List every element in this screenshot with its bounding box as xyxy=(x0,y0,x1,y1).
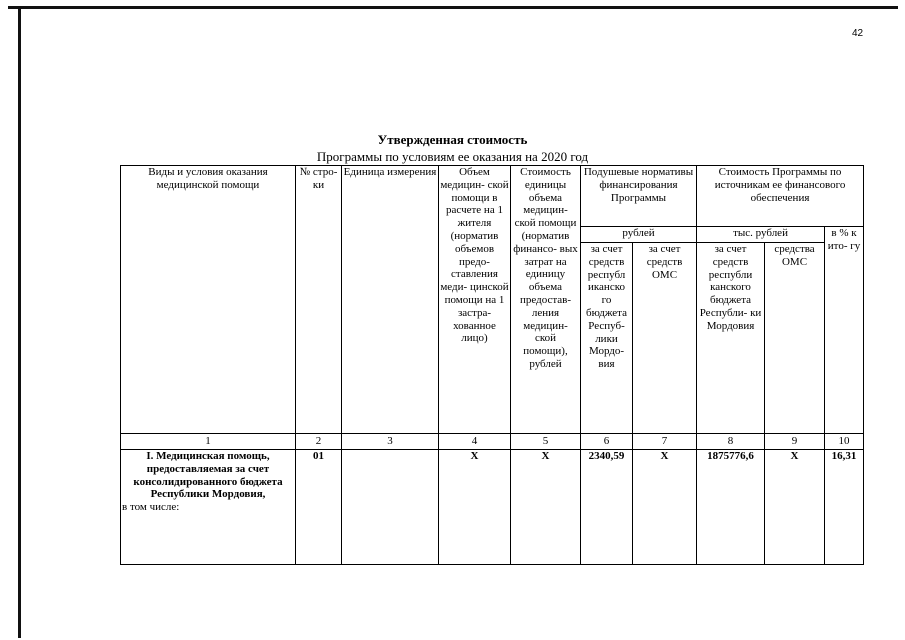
header-total-oms: средства ОМС xyxy=(765,243,825,434)
header-percent: в % к ито- гу xyxy=(825,227,864,434)
row-per-capita-budget: 2340,59 xyxy=(581,450,633,565)
cost-table xyxy=(120,165,864,565)
column-number: 7 xyxy=(633,434,697,450)
row-total-oms: Х xyxy=(765,450,825,565)
row-name-tail: в том числе: xyxy=(122,501,180,514)
header-type-conditions: Виды и условия оказания медицинской помощи xyxy=(121,166,296,434)
column-number: 9 xyxy=(765,434,825,450)
column-number: 1 xyxy=(121,434,296,450)
scan-edge-top xyxy=(8,6,898,9)
column-number: 8 xyxy=(697,434,765,450)
column-number: 5 xyxy=(511,434,581,450)
scan-edge-left xyxy=(18,8,21,638)
column-number: 6 xyxy=(581,434,633,450)
row-per-capita-oms: Х xyxy=(633,450,697,565)
row-total-budget: 1875776,6 xyxy=(697,450,765,565)
row-line-number: 01 xyxy=(296,450,342,565)
column-number: 10 xyxy=(825,434,864,450)
row-volume: Х xyxy=(439,450,511,565)
row-name xyxy=(121,450,296,565)
header-volume: Объем медицин- ской помощи в расчете на 1 жителя (норматив объемов предо- ставления меди- цинской помощи на 1 застра- хованное лицо) xyxy=(439,166,511,434)
table-row xyxy=(121,450,864,565)
header-per-capita-oms: за счет средств ОМС xyxy=(633,243,697,434)
row-unit-cost: Х xyxy=(511,450,581,565)
header-unit: Единица измерения xyxy=(342,166,439,434)
row-unit xyxy=(342,450,439,565)
header-unit-rubles: рублей xyxy=(581,227,697,243)
row-percent: 16,31 xyxy=(825,450,864,565)
header-line-number: № стро- ки xyxy=(296,166,342,434)
document-title: Утвержденная стоимость xyxy=(377,132,528,147)
column-number: 3 xyxy=(342,434,439,450)
header-unit-cost: Стоимость единицы объема медицин- ской помощи (норматив финансо- вых затрат на единицу объема предостав- ления медицин- ской помощи), рублей xyxy=(511,166,581,434)
header-per-capita-budget: за счет средств республ иканско го бюджета Респуб- лики Мордо- вия xyxy=(581,243,633,434)
header-group-norms: Подушевые нормативы финансирования Программы xyxy=(581,166,697,227)
header-total-budget: за счет средств республи канского бюджета Республи- ки Мордовия xyxy=(697,243,765,434)
column-number: 4 xyxy=(439,434,511,450)
header-unit-thousands: тыс. рублей xyxy=(697,227,825,243)
header-group-cost: Стоимость Программы по источникам ее финансового обеспечения xyxy=(697,166,864,227)
column-number-row xyxy=(121,434,864,450)
row-name-bold: I. Медицинская помощь, предоставляемая за счет консолидированного бюджета Республики Мордовия, xyxy=(133,450,283,501)
document-subtitle: Программы по условиям ее оказания на 2020 год xyxy=(316,149,589,164)
page-number: 42 xyxy=(852,28,864,39)
column-number: 2 xyxy=(296,434,342,450)
